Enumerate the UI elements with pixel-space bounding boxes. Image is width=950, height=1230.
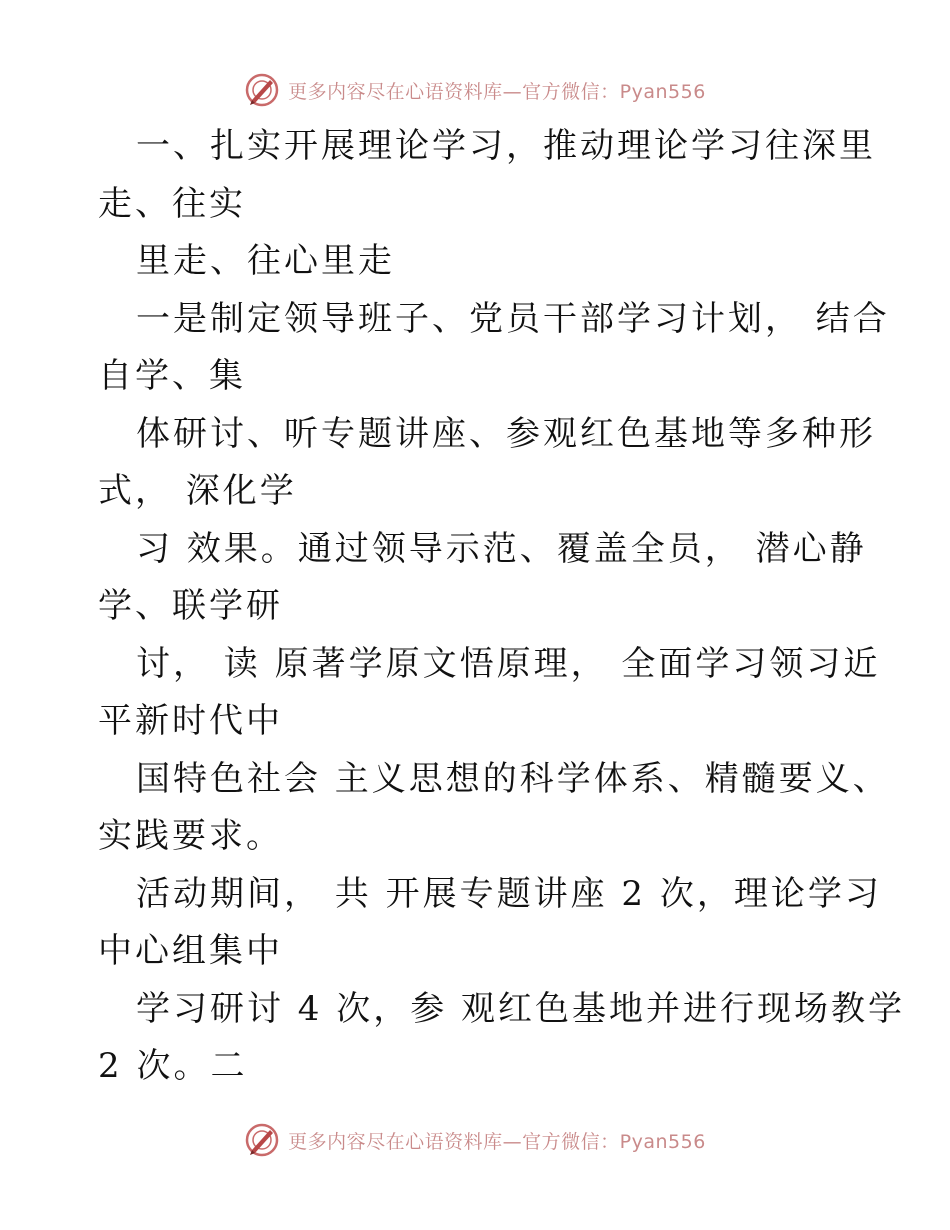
- text-line: 一是制定领导班子、党员干部学习计划， 结合: [136, 298, 890, 339]
- watermark-text: 更多内容尽在心语资料库—官方微信：Pyan556: [288, 1130, 706, 1153]
- document-body: [98, 118, 906, 1096]
- text-line: 2 次。二: [98, 1046, 248, 1086]
- header-watermark: [0, 70, 950, 110]
- text-line: 平新时代中: [98, 701, 283, 741]
- text-line: 实践要求。: [98, 816, 283, 856]
- text-line: 自学、集: [98, 356, 246, 396]
- text-line: 一、扎实开展理论学习，推动理论学习往深里: [136, 126, 876, 166]
- text-line: 学习研讨 4 次，参 观红色基地并进行现场教学: [136, 988, 906, 1029]
- text-line: 学、联学研: [98, 586, 283, 626]
- text-line: 走、往实: [98, 183, 246, 224]
- pen-logo-icon: [244, 1122, 280, 1158]
- text-line: 讨， 读 原著学原文悟原理， 全面学习领习近: [136, 643, 881, 684]
- text-line: 体研讨、听专题讲座、参观红色基地等多种形: [136, 413, 876, 454]
- text-line: 中心组集中: [98, 931, 283, 971]
- text-line: 活动期间， 共 开展专题讲座 2 次，理论学习: [136, 873, 882, 914]
- footer-watermark: [0, 1120, 950, 1160]
- text-line: 习 效果。通过领导示范、覆盖全员， 潜心静: [136, 528, 867, 569]
- pen-logo-icon: [244, 72, 280, 108]
- watermark-text: 更多内容尽在心语资料库—官方微信：Pyan556: [288, 80, 706, 103]
- text-line: 国特色社会 主义思想的科学体系、精髓要义、: [136, 758, 890, 799]
- text-line: 里走、往心里走: [136, 241, 395, 281]
- text-line: 式， 深化学: [98, 471, 297, 511]
